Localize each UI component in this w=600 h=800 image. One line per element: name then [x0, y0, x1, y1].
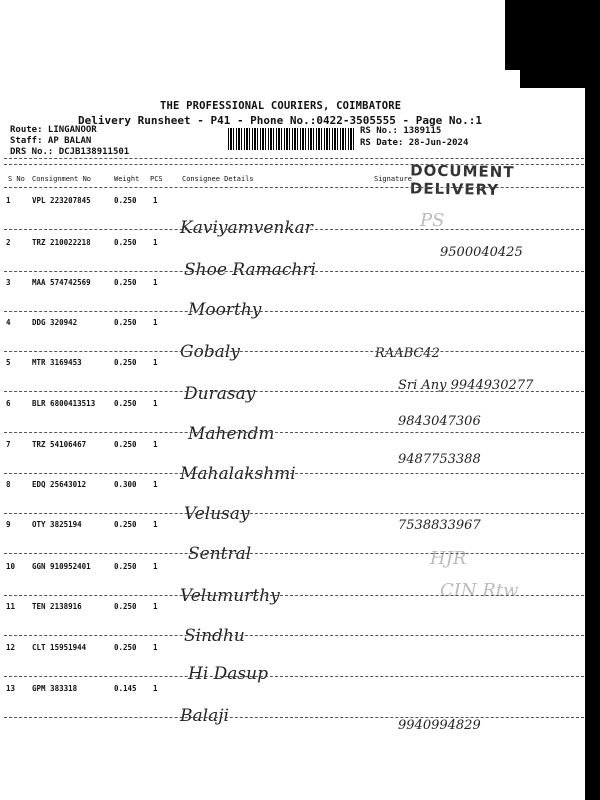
cell-consignment: DDG 320942: [32, 318, 78, 327]
cell-pcs: 1: [153, 520, 158, 529]
cell-consignment: CLT 15951944: [32, 643, 87, 652]
divider: [4, 158, 584, 159]
signature-mark: CIN Rtw: [440, 580, 519, 601]
divider: [4, 187, 584, 188]
divider: [4, 271, 584, 272]
cell-consignment: GGN 910952401: [32, 562, 91, 571]
staff-label: Staff: AP BALAN: [10, 136, 92, 146]
divider: [4, 311, 584, 312]
divider: [4, 513, 584, 514]
column-consignment: Consignment No: [32, 175, 92, 183]
cell-sno: 8: [6, 480, 11, 489]
cell-sno: 9: [6, 520, 11, 529]
divider: [4, 553, 584, 554]
consignee-name: Hi Dasup: [188, 664, 268, 684]
cell-sno: 1: [6, 196, 11, 205]
cell-sno: 6: [6, 399, 11, 408]
divider: [4, 717, 584, 718]
column-signature: Signature: [374, 175, 412, 183]
cell-consignment: MAA 574742569: [32, 278, 91, 287]
cell-weight: 0.250: [114, 196, 137, 205]
signature-mark: Sri Any 9944930277: [398, 378, 534, 393]
column-sno: S No: [8, 175, 25, 183]
column-pcs: PCS: [150, 175, 163, 183]
consignee-name: Velusay: [184, 504, 250, 524]
table-row: [0, 643, 580, 657]
table-row: [0, 480, 580, 494]
consignee-name: Mahalakshmi: [180, 464, 296, 484]
divider: [4, 351, 584, 352]
cell-pcs: 1: [153, 318, 158, 327]
consignee-name: Velumurthy: [180, 586, 280, 606]
consignee-name: Moorthy: [188, 300, 262, 320]
cell-weight: 0.250: [114, 318, 137, 327]
cell-pcs: 1: [153, 278, 158, 287]
cell-weight: 0.250: [114, 643, 137, 652]
cell-sno: 10: [6, 562, 16, 571]
cell-weight: 0.250: [114, 602, 137, 611]
signature-mark: 7538833967: [398, 518, 481, 533]
column-consignee: Consignee Details: [182, 175, 254, 183]
cell-consignment: MTR 3169453: [32, 358, 82, 367]
cell-consignment: TRZ 210022218: [32, 238, 91, 247]
cell-pcs: 1: [153, 643, 158, 652]
signature-mark: 9940994829: [398, 718, 481, 733]
document-delivery-stamp: DOCUMENT DELIVERY: [409, 161, 515, 199]
drs-number: DRS No.: DCJB138911501: [10, 147, 130, 157]
divider: [4, 229, 584, 230]
cell-pcs: 1: [153, 440, 158, 449]
cell-weight: 0.250: [114, 238, 137, 247]
consignee-name: Shoe Ramachri: [184, 260, 316, 280]
table-row: [0, 196, 580, 210]
rs-date: RS Date: 28-Jun-2024: [360, 138, 469, 148]
cell-consignment: BLR 6800413513: [32, 399, 96, 408]
cell-pcs: 1: [153, 196, 158, 205]
cell-pcs: 1: [153, 562, 158, 571]
runsheet-subtitle: Delivery Runsheet - P41 - Phone No.:0422-3505555 - Page No.:1: [78, 114, 482, 127]
table-row: [0, 440, 580, 454]
cell-weight: 0.250: [114, 440, 137, 449]
signature-mark: 9843047306: [398, 414, 481, 429]
divider: [4, 391, 584, 392]
table-row: [0, 399, 580, 413]
cell-consignment: GPM 383318: [32, 684, 78, 693]
cell-sno: 7: [6, 440, 11, 449]
consignee-name: Sentral: [188, 544, 252, 564]
cell-pcs: 1: [153, 602, 158, 611]
scan-shadow: [520, 0, 600, 88]
cell-weight: 0.250: [114, 520, 137, 529]
cell-pcs: 1: [153, 238, 158, 247]
cell-weight: 0.145: [114, 684, 137, 693]
cell-pcs: 1: [153, 480, 158, 489]
company-title: THE PROFESSIONAL COURIERS, COIMBATORE: [160, 100, 402, 112]
consignee-name: Gobaly: [180, 342, 240, 362]
cell-sno: 13: [6, 684, 16, 693]
signature-mark: 9500040425: [440, 245, 523, 260]
cell-sno: 11: [6, 602, 16, 611]
cell-consignment: TRZ 54106467: [32, 440, 87, 449]
cell-weight: 0.250: [114, 358, 137, 367]
cell-consignment: TEN 2138916: [32, 602, 82, 611]
divider: [4, 473, 584, 474]
route-label: Route: LINGANOOR: [10, 125, 97, 135]
rs-number: RS No.: 1389115: [360, 126, 442, 136]
table-row: [0, 358, 580, 372]
cell-sno: 12: [6, 643, 16, 652]
cell-weight: 0.300: [114, 480, 137, 489]
cell-weight: 0.250: [114, 278, 137, 287]
cell-sno: 2: [6, 238, 11, 247]
cell-pcs: 1: [153, 684, 158, 693]
consignee-name: Mahendm: [188, 424, 275, 444]
table-row: [0, 278, 580, 292]
consignee-name: Balaji: [180, 706, 229, 726]
cell-weight: 0.250: [114, 399, 137, 408]
divider: [4, 432, 584, 433]
signature-mark: PS: [420, 210, 445, 231]
table-row: [0, 562, 580, 576]
cell-consignment: OTY 3825194: [32, 520, 82, 529]
table-row: [0, 684, 580, 698]
cell-sno: 3: [6, 278, 11, 287]
table-row: [0, 520, 580, 534]
consignee-name: Sindhu: [184, 626, 245, 646]
barcode: [228, 128, 356, 150]
cell-sno: 4: [6, 318, 11, 327]
signature-mark: RAABC42: [375, 346, 440, 361]
divider: [4, 676, 584, 677]
column-weight: Weight: [114, 175, 140, 183]
divider: [4, 595, 584, 596]
cell-pcs: 1: [153, 358, 158, 367]
cell-consignment: EDQ 25643012: [32, 480, 87, 489]
signature-mark: HJR: [430, 548, 467, 569]
cell-consignment: VPL 223207845: [32, 196, 91, 205]
table-row: [0, 318, 580, 332]
consignee-name: Kaviyamvenkar: [180, 218, 313, 238]
signature-mark: 9487753388: [398, 452, 481, 467]
divider: [4, 635, 584, 636]
consignee-name: Durasay: [184, 384, 256, 404]
cell-weight: 0.250: [114, 562, 137, 571]
cell-pcs: 1: [153, 399, 158, 408]
cell-sno: 5: [6, 358, 11, 367]
table-row: [0, 602, 580, 616]
